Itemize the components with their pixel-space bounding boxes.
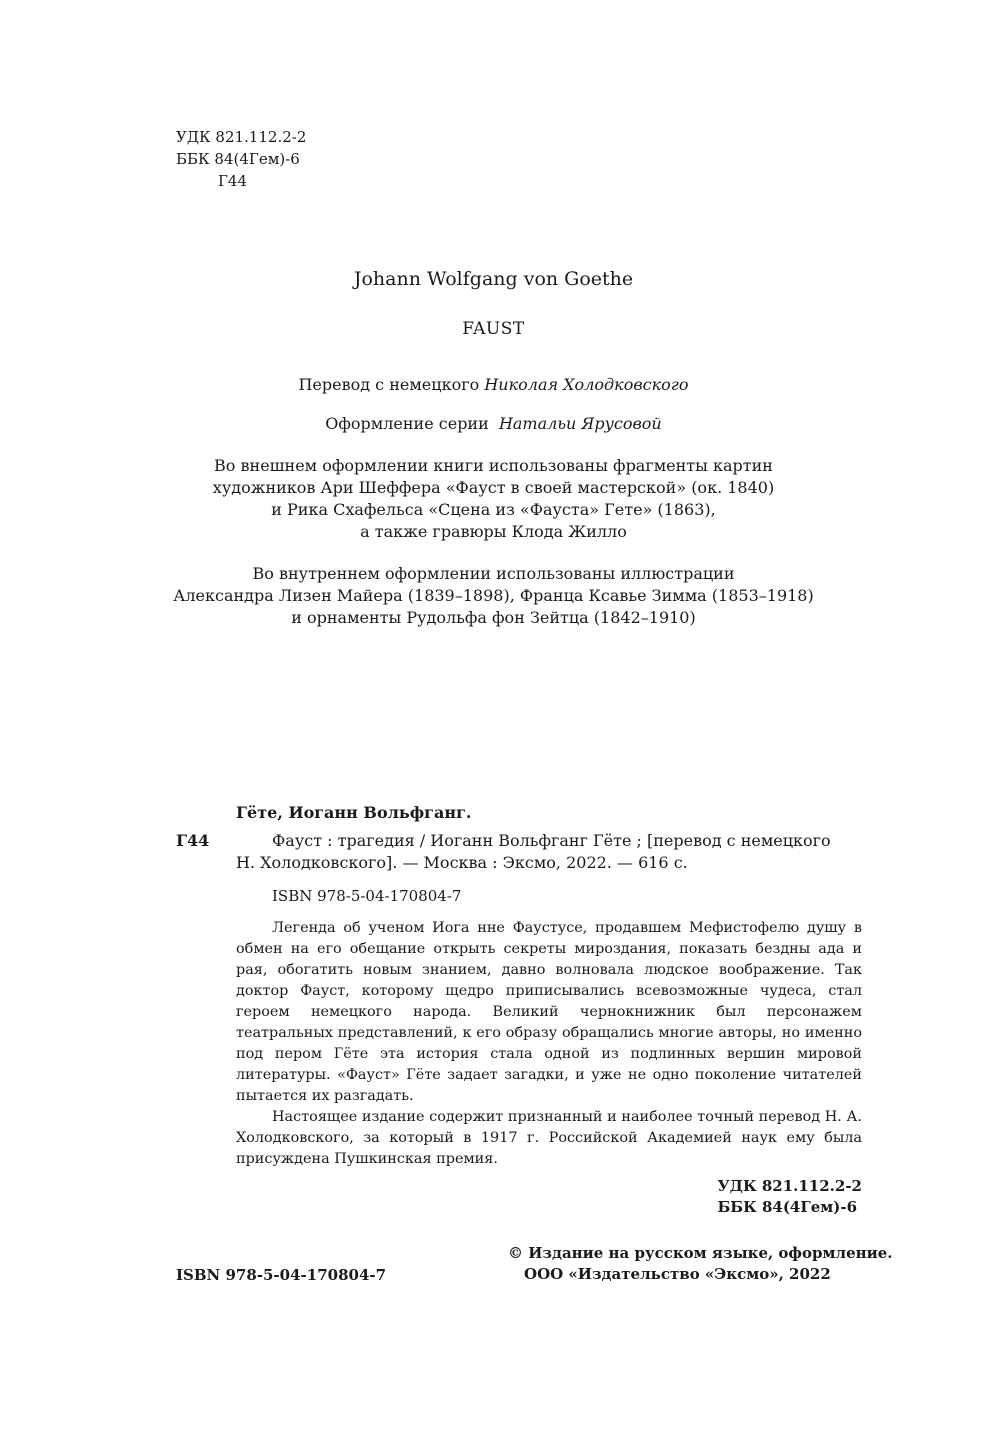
series-designer-name: Натальи Ярусовой	[498, 414, 662, 433]
inner-illustration-note	[0, 563, 987, 629]
cover-note-line: и Рика Схафельса «Сцена из «Фауста» Гете» (1863),	[271, 500, 716, 519]
bbk-code-bottom: ББК 84(4Гем)-6	[717, 1198, 858, 1216]
series-design-credit	[0, 413, 987, 435]
translation-label: Перевод с немецкого	[298, 375, 480, 394]
udk-code-bottom: УДК 821.112.2-2	[717, 1177, 862, 1195]
cover-note-line: художников Ари Шеффера «Фауст в своей мастерской» (ок. 1840)	[212, 478, 775, 497]
annotation	[236, 918, 862, 1170]
catalog-index: Г44	[176, 831, 210, 850]
series-design-label: Оформление серии	[325, 414, 489, 433]
catalog-description-line: Н. Холодковского]. — Москва : Эксмо, 2022. — 616 с.	[236, 853, 688, 872]
original-author: Johann Wolfgang von Goethe	[353, 268, 634, 290]
cover-illustration-note	[0, 455, 987, 543]
bbk-code: ББК 84(4Гем)-6	[176, 150, 300, 168]
copyright-notice	[508, 1243, 892, 1285]
annotation-paragraph: Настоящее издание содержит признанный и наиболее точный перевод Н. А. Холодковского, за который в 1917 г. Российской Академией наук ему была присуждена Пушкинская премия.	[236, 1109, 862, 1167]
cover-note-line: Во внешнем оформлении книги использованы фрагменты картин	[214, 456, 773, 475]
bottom-classification-codes	[717, 1176, 862, 1218]
isbn-imprint: ISBN 978-5-04-170804-7	[176, 1266, 387, 1284]
translation-credit	[0, 374, 987, 396]
author-index: Г44	[218, 172, 248, 190]
original-title: FAUST	[462, 319, 525, 339]
catalog-isbn: ISBN 978-5-04-170804-7	[272, 887, 462, 905]
inner-note-line: Александра Лизен Майера (1839–1898), Франца Ксавье Зимма (1853–1918)	[173, 586, 814, 605]
classification-block	[176, 126, 306, 192]
udk-code: УДК 821.112.2-2	[176, 128, 307, 146]
inner-note-line: и орнаменты Рудольфа фон Зейтца (1842–1910)	[291, 608, 696, 627]
cover-note-line: а также гравюры Клода Жилло	[360, 522, 627, 541]
copyright-line: © Издание на русском языке, оформление.	[508, 1244, 893, 1262]
catalog-author-heading: Гёте, Иоганн Вольфганг.	[236, 803, 472, 822]
annotation-paragraph: Легенда об ученом Иога нне Фаустусе, продавшем Мефистофелю душу в обмен на его обещание открыть секреты мироздания, показать бездны ада и рая, обогатить новым знанием, давно волновала людское воображение. Так доктор Фауст, которому щедро приписывались всевозможные чудеса, стал героем немецкого народа. Великий чернокнижник был персонажем театральных представлений, к его образу обращались многие авторы, но именно под пером Гёте эта история стала одной из подлинных вершин мировой литературы. «Фауст» Гёте задает загадки, и уже не одно поколение читателей пытается их разгадать.	[236, 920, 862, 1104]
copyright-line: ООО «Издательство «Эксмо», 2022	[524, 1265, 831, 1283]
catalog-description-line: Фауст : трагедия / Иоганн Вольфганг Гёте ; [перевод с немецкого	[272, 831, 831, 850]
translator-name: Николая Холодковского	[484, 375, 689, 394]
catalog-description	[236, 830, 862, 874]
inner-note-line: Во внутреннем оформлении использованы иллюстрации	[252, 564, 735, 583]
